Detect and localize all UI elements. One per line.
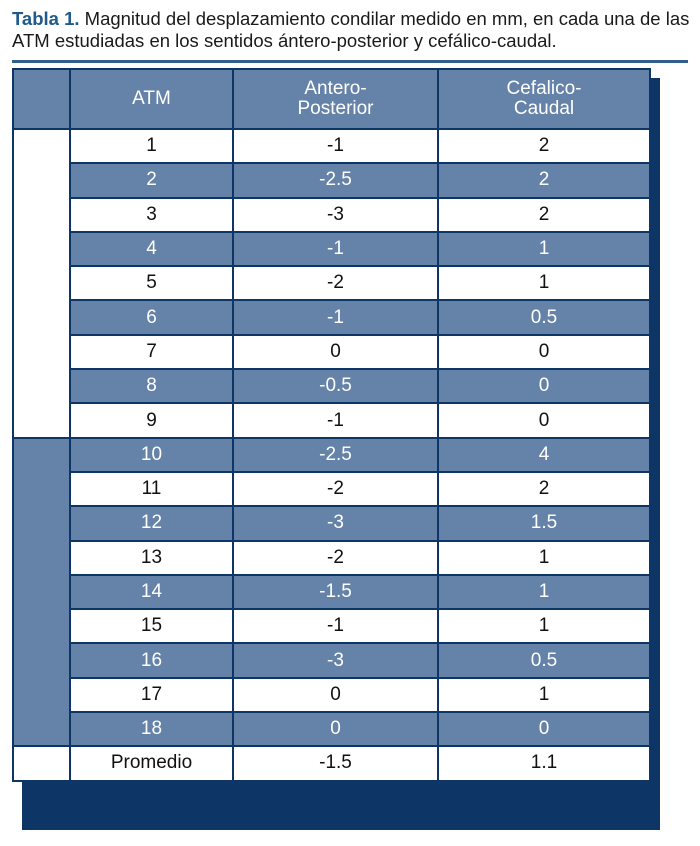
cell-ap: -3 [233, 198, 438, 232]
cell-ap: -1 [233, 609, 438, 643]
cell-atm: 9 [70, 403, 233, 437]
table-row [13, 438, 650, 472]
table-footer-row [13, 746, 650, 780]
cell-cc: 2 [438, 472, 650, 506]
cell-cc: 0 [438, 369, 650, 403]
cell-cc: 1 [438, 678, 650, 712]
cell-atm: 8 [70, 369, 233, 403]
cell-atm: 13 [70, 541, 233, 575]
cell-ap: -2.5 [233, 438, 438, 472]
cell-cc: 2 [438, 129, 650, 163]
cell-cc: 2 [438, 163, 650, 197]
cell-ap: -1 [233, 232, 438, 266]
header-ap-line1: Antero- [304, 78, 367, 99]
table-caption [12, 8, 692, 52]
table-row [13, 163, 650, 197]
table-row [13, 472, 650, 506]
header-atm: ATM [70, 69, 233, 129]
table-row [13, 403, 650, 437]
cell-ap: -2 [233, 472, 438, 506]
group-cell-2 [13, 438, 70, 747]
cell-cc: 1.5 [438, 506, 650, 540]
cell-ap: -3 [233, 506, 438, 540]
cell-ap: 0 [233, 335, 438, 369]
table-row [13, 266, 650, 300]
cell-cc: 1 [438, 541, 650, 575]
header-antero-posterior [233, 69, 438, 129]
cell-cc: 2 [438, 198, 650, 232]
cell-ap: -2 [233, 541, 438, 575]
cell-cc: 1 [438, 575, 650, 609]
cell-atm: 4 [70, 232, 233, 266]
cell-cc: 0 [438, 335, 650, 369]
cell-ap: -2 [233, 266, 438, 300]
cell-atm: 2 [70, 163, 233, 197]
caption-divider [12, 60, 688, 63]
cell-ap: 0 [233, 678, 438, 712]
table-row [13, 712, 650, 746]
cell-atm: 6 [70, 300, 233, 334]
cell-atm: 11 [70, 472, 233, 506]
footer-label-promedio: Promedio [70, 746, 233, 780]
table-row [13, 609, 650, 643]
header-cc-line1: Cefalico- [506, 78, 582, 99]
cell-ap: -1 [233, 129, 438, 163]
table-row [13, 541, 650, 575]
table-row [13, 678, 650, 712]
footer-group-cell [13, 746, 70, 780]
cell-ap: -1 [233, 300, 438, 334]
cell-atm: 17 [70, 678, 233, 712]
header-cefalico-caudal [438, 69, 650, 129]
table-row [13, 335, 650, 369]
cell-ap: -3 [233, 643, 438, 677]
caption-text-line1: Magnitud del desplazamiento condilar medido en mm, en cada una de las [79, 8, 690, 29]
cell-atm: 5 [70, 266, 233, 300]
displacement-table [12, 68, 651, 782]
cell-atm: 16 [70, 643, 233, 677]
cell-cc: 0 [438, 712, 650, 746]
table-row [13, 643, 650, 677]
cell-atm: 12 [70, 506, 233, 540]
table-row [13, 232, 650, 266]
cell-atm: 1 [70, 129, 233, 163]
cell-atm: 10 [70, 438, 233, 472]
cell-cc: 0 [438, 403, 650, 437]
table-row [13, 129, 650, 163]
cell-atm: 7 [70, 335, 233, 369]
cell-ap: -0.5 [233, 369, 438, 403]
group-cell-1 [13, 129, 70, 438]
cell-ap: -1.5 [233, 575, 438, 609]
cell-cc: 0.5 [438, 643, 650, 677]
cell-ap: 0 [233, 712, 438, 746]
cell-atm: 18 [70, 712, 233, 746]
table-row [13, 506, 650, 540]
cell-cc: 4 [438, 438, 650, 472]
cell-cc: 1 [438, 266, 650, 300]
header-cc-line2: Caudal [513, 98, 575, 119]
cell-cc: 1 [438, 609, 650, 643]
footer-ap-average: -1.5 [233, 746, 438, 780]
caption-text-line2: ATM estudiadas en los sentidos ántero-posterior y cefálico-caudal. [12, 30, 557, 51]
cell-ap: -1 [233, 403, 438, 437]
cell-cc: 0.5 [438, 300, 650, 334]
header-ap-line2: Posterior [297, 98, 374, 119]
cell-cc: 1 [438, 232, 650, 266]
table-row [13, 300, 650, 334]
table-row [13, 575, 650, 609]
caption-label: Tabla 1. [12, 8, 80, 29]
table-row [13, 198, 650, 232]
cell-atm: 15 [70, 609, 233, 643]
cell-ap: -2.5 [233, 163, 438, 197]
table-row [13, 369, 650, 403]
header-group-cell [13, 69, 70, 129]
cell-atm: 14 [70, 575, 233, 609]
footer-cc-average: 1.1 [438, 746, 650, 780]
table-header-row [13, 69, 650, 129]
cell-atm: 3 [70, 198, 233, 232]
